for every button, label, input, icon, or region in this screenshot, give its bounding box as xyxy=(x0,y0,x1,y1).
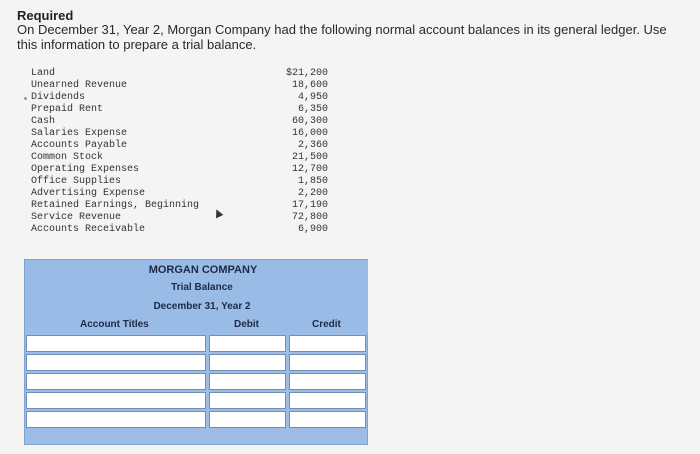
balance-row xyxy=(31,152,331,164)
balance-account: Office Supplies xyxy=(31,176,122,187)
balance-row xyxy=(31,224,331,236)
balance-amount: 18,600 xyxy=(291,80,328,91)
credit-input[interactable] xyxy=(289,335,366,352)
debit-header: Debit xyxy=(234,319,259,330)
balance-amount: $21,200 xyxy=(285,68,328,79)
balance-account: Service Revenue xyxy=(31,212,122,223)
table-row xyxy=(26,373,366,390)
balance-row xyxy=(31,212,331,224)
balance-row xyxy=(31,92,331,104)
balance-amount: 6,900 xyxy=(297,224,328,235)
debit-input[interactable] xyxy=(209,392,286,409)
account-titles-header: Account Titles xyxy=(80,319,149,330)
balance-row xyxy=(31,164,331,176)
balance-amount: 21,500 xyxy=(291,152,328,163)
balance-account: Operating Expenses xyxy=(31,164,140,175)
balance-account: Accounts Payable xyxy=(31,140,128,151)
balance-amount: 16,000 xyxy=(291,128,328,139)
balance-amount: 1,850 xyxy=(297,176,328,187)
balance-row xyxy=(31,104,331,116)
debit-input[interactable] xyxy=(209,354,286,371)
table-row xyxy=(26,335,366,352)
credit-header: Credit xyxy=(312,319,341,330)
account-title-input[interactable] xyxy=(26,392,206,409)
trial-balance-grid xyxy=(26,335,366,430)
balance-amount: 60,300 xyxy=(291,116,328,127)
balance-amount: 12,700 xyxy=(291,164,328,175)
required-heading: Required xyxy=(17,8,74,23)
debit-input[interactable] xyxy=(209,411,286,428)
balance-amount: 6,350 xyxy=(297,104,328,115)
table-row xyxy=(26,411,366,428)
balance-amount: 2,200 xyxy=(297,188,328,199)
balance-amount: 17,190 xyxy=(291,200,328,211)
balance-account: Salaries Expense xyxy=(31,128,128,139)
account-title-input[interactable] xyxy=(26,354,206,371)
balance-account: Advertising Expense xyxy=(31,188,146,199)
balance-account: Prepaid Rent xyxy=(31,104,104,115)
balance-row xyxy=(31,80,331,92)
statement-date: December 31, Year 2 xyxy=(153,301,251,312)
balance-row xyxy=(31,68,331,80)
balance-amount: 2,360 xyxy=(297,140,328,151)
balance-account: Retained Earnings, Beginning xyxy=(31,200,200,211)
balance-row xyxy=(31,176,331,188)
account-title-input[interactable] xyxy=(26,335,206,352)
balance-row xyxy=(31,116,331,128)
bullet-dot xyxy=(24,97,27,100)
balance-row xyxy=(31,140,331,152)
balance-account: Cash xyxy=(31,116,56,127)
credit-input[interactable] xyxy=(289,411,366,428)
statement-name: Trial Balance xyxy=(171,282,233,293)
trial-balance-form xyxy=(24,259,368,445)
balance-account: Accounts Receivable xyxy=(31,224,146,235)
balance-account: Unearned Revenue xyxy=(31,80,128,91)
balance-amount: 72,800 xyxy=(291,212,328,223)
balance-account: Common Stock xyxy=(31,152,104,163)
credit-input[interactable] xyxy=(289,392,366,409)
company-name: MORGAN COMPANY xyxy=(148,264,258,276)
debit-input[interactable] xyxy=(209,373,286,390)
balance-account: Dividends xyxy=(31,92,86,103)
account-title-input[interactable] xyxy=(26,411,206,428)
credit-input[interactable] xyxy=(289,373,366,390)
table-row xyxy=(26,354,366,371)
balance-account: Land xyxy=(31,68,56,79)
trial-balance-header xyxy=(25,260,368,333)
debit-input[interactable] xyxy=(209,335,286,352)
balance-row xyxy=(31,128,331,140)
credit-input[interactable] xyxy=(289,354,366,371)
problem-prompt: On December 31, Year 2, Morgan Company had the following normal account balances in its general ledger. Use this information to prepare a trial balance. xyxy=(17,22,667,52)
table-row xyxy=(26,392,366,409)
account-title-input[interactable] xyxy=(26,373,206,390)
balance-amount: 4,950 xyxy=(297,92,328,103)
column-headers xyxy=(25,316,368,334)
balance-row xyxy=(31,188,331,200)
balance-row xyxy=(31,200,331,212)
account-balances-list xyxy=(31,68,331,236)
